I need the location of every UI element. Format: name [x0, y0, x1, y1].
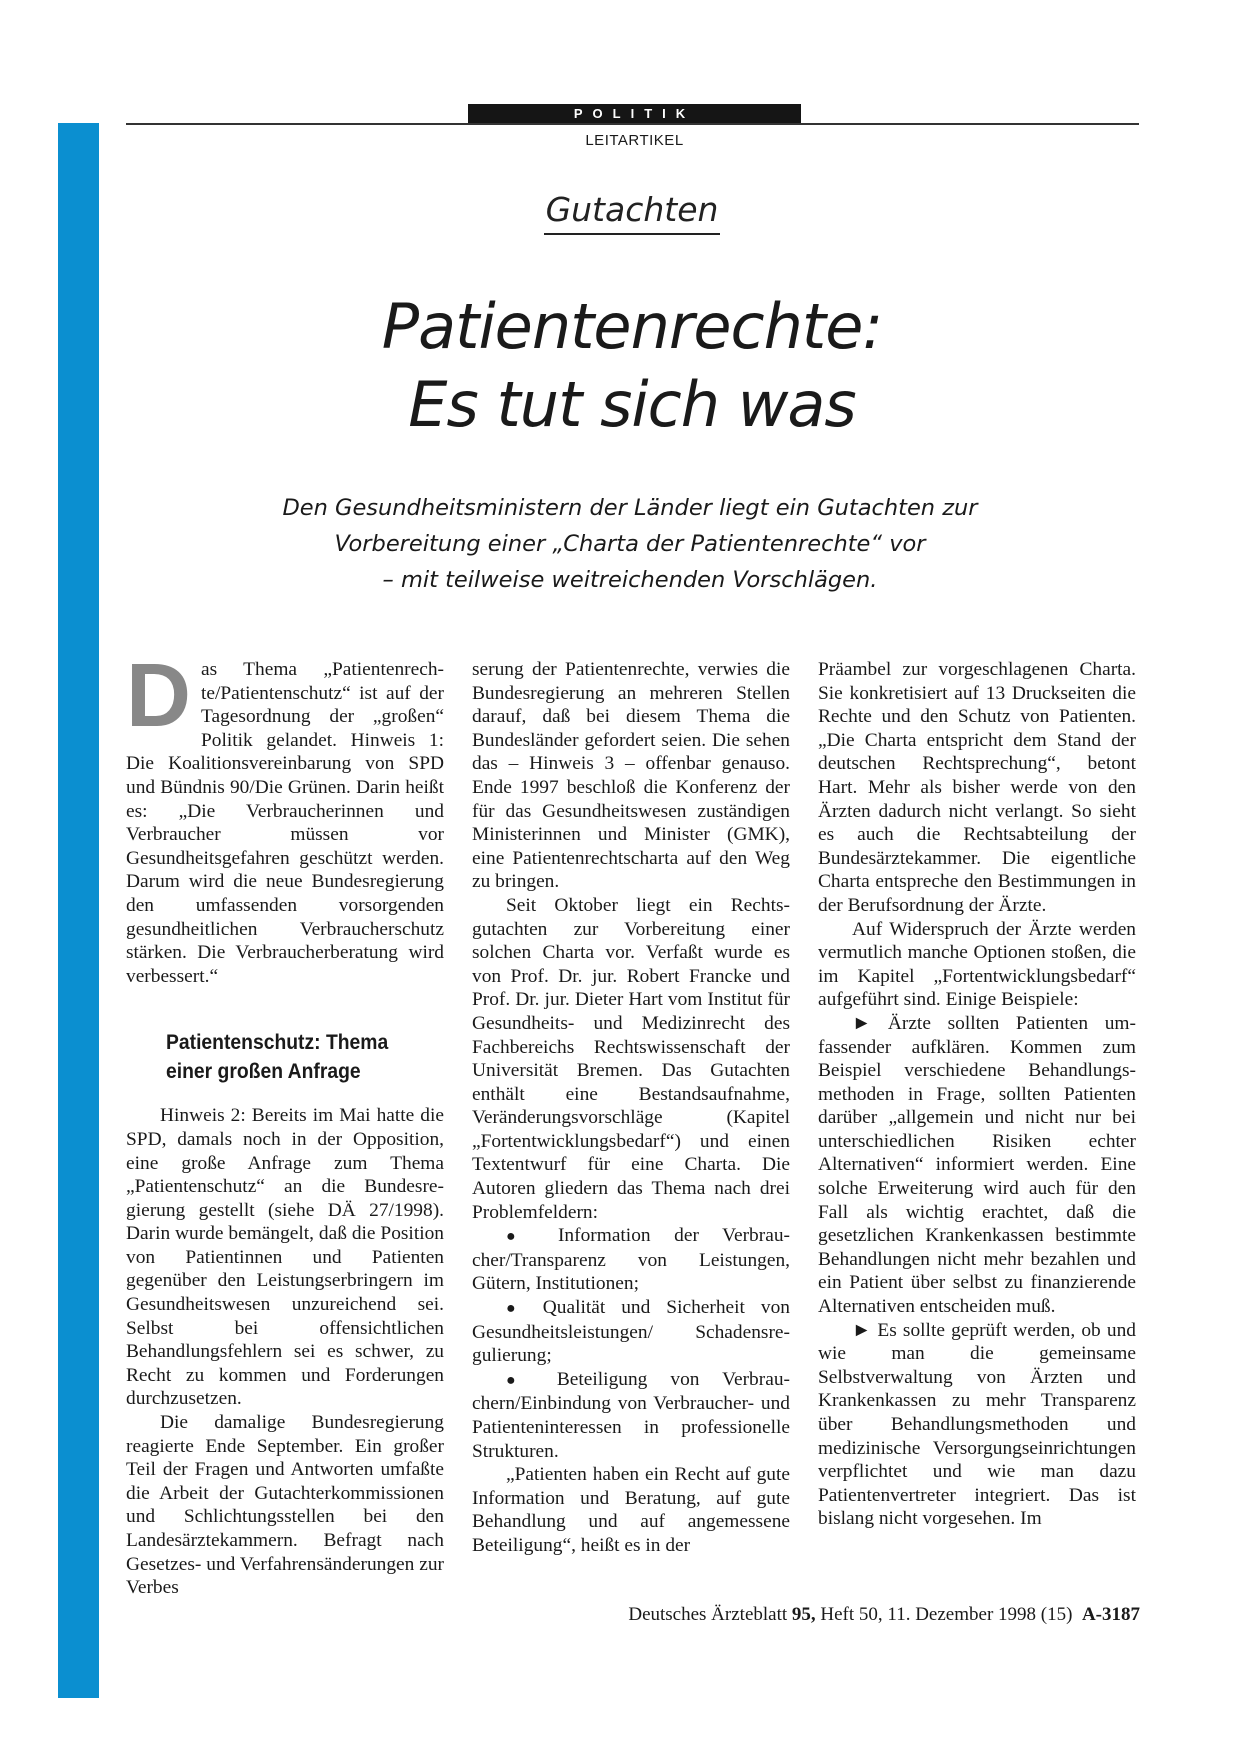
bullet-item	[472, 1296, 790, 1368]
article-kicker	[0, 190, 1240, 229]
paragraph	[126, 646, 444, 988]
text-column-3	[818, 658, 1136, 1531]
paragraph: serung der Patientenrechte, verwies die Bundesregierung an mehreren Stellen darauf, daß bei diesem Thema die Bundesländer gefordert seien. Die sehen das – Hinweis 3 – offenbar genauso. Ende 1997 beschloß die Konferenz der für das Gesundheitswesen zuständigen Ministerinnen und Minister (GMK), eine Patientenrechtscharta auf den Weg zu bringen.	[472, 659, 790, 893]
bullet-item	[472, 1368, 790, 1463]
text-column-2	[472, 658, 790, 1558]
arrow-bullet-icon: ►	[852, 1319, 872, 1341]
header-rule	[126, 123, 1139, 125]
arrow-item	[818, 1012, 1136, 1319]
deck-line-3: – mit teilweise weitreichenden Vorschlägen.	[382, 567, 878, 593]
issue-date: Heft 50, 11. Dezember 1998 (15)	[820, 1604, 1073, 1625]
arrow-item	[818, 1319, 1136, 1531]
paragraph: „Patienten haben ein Recht auf gute Information und Beratung, auf gute Behandlung und auf angemessene Beteiligung“, heißt es in der	[472, 1464, 790, 1556]
arrow-item-text: Es sollte geprüft werden, ob und wie man die gemeinsame Selbstverwaltung von Ärzten und Krankenkassen zu mehr Transparenz über Behandlungsmethoden und medizinische Versorgungseinrichtungen verpflichtet und wie man dazu Patientenvertreter integriert. Das ist bislang nicht vorgesehen. Im	[818, 1319, 1136, 1530]
article-deck	[230, 490, 1030, 598]
dropcap: D	[126, 646, 191, 746]
bullet-text: Beteiligung von Verbrauchern/Einbindung von Verbraucher- und Patienteninteressen in professionelle Strukturen.	[472, 1368, 790, 1462]
bullet-text: Information der Verbraucher/Transparenz von Leistungen, Gütern, Institutionen;	[472, 1225, 790, 1295]
article-headline	[0, 288, 1240, 444]
paragraph: Präambel zur vorgeschlagenen Charta. Sie konkretisiert auf 13 Druckseiten die Rechte und den Schutz von Patienten. „Die Charta entspricht dem Stand der deutschen Rechtsprechung“, betont Hart. Mehr als bisher werde von den Ärzten dadurch nicht verlangt. So sieht es auch die Rechtsabteilung der Bundesärztekammer. Die eigentliche Charta entspreche den Bestimmungen in der Berufsordnung der Ärzte.	[818, 659, 1136, 916]
section-label-politik: POLITIK	[468, 104, 801, 124]
deck-line-2: Vorbereitung einer „Charta der Patientenrechte“ vor	[334, 531, 926, 557]
kicker-text: Gutachten	[544, 190, 721, 235]
text-column-1	[126, 646, 444, 1600]
arrow-bullet-icon: ►	[852, 1012, 872, 1034]
subsection-label: LEITARTIKEL	[585, 132, 684, 149]
paragraph: Die damalige Bundesregierung reagierte Ende September. Ein großer Teil der Fragen und Antworten umfaßte die Arbeit der Gutachterkommissionen und Schlichtungsstellen bei den Landesärztekammern. Befragt nach Gesetzes- und Verfahrensänderungen zur Verbes	[126, 1412, 444, 1599]
deck-line-1: Den Gesundheitsministern der Länder liegt ein Gutachten zur	[282, 495, 978, 521]
paragraph: Hinweis 2: Bereits im Mai hatte die SPD, damals noch in der Opposition, eine große Anfrage zum Thema „Patientenschutz“ an die Bundesregierung gestellt (siehe DÄ 27/1998). Darin wurde bemängelt, daß die Position von Patientinnen und Patienten gegenüber den Leistungserbringern im Gesundheitswesen unzureichend sei. Selbst bei offensichtlichen Behandlungsfehlern sei es schwer, zu Recht zu kommen und Forderungen durchzusetzen.	[126, 1105, 444, 1410]
bullet-dot-icon: ●	[506, 1371, 534, 1389]
headline-line-2: Es tut sich was	[408, 368, 856, 441]
page-number: A-3187	[1081, 1604, 1140, 1625]
page-footer	[560, 1604, 1140, 1626]
paragraph: Auf Widerspruch der Ärzte werden vermutlich manche Optionen stoßen, die im Kapitel „Fortentwicklungsbedarf“ aufgeführt sind. Einige Beispiele:	[818, 918, 1136, 1011]
paragraph: Seit Oktober liegt ein Rechtsgutachten zur Vorbereitung einer solchen Charta vor. Verfaßt wurde es von Prof. Dr. jur. Robert Francke und Prof. Dr. jur. Dieter Hart vom Institut für Gesundheits- und Medizinrecht des Fachbereichs Rechtswissenschaft der Universität Bremen. Das Gutachten enthält eine Bestandsaufnahme, Veränderungsvorschläge (Kapitel „Fortentwicklungsbedarf“) und einen Textentwurf für eine Charta. Die Autoren gliedern das Thema nach drei Problemfeldern:	[472, 894, 790, 1223]
paragraph-text: as Thema „Patientenrechte/Patientenschutz“ ist auf der Tagesordnung der „großen“ Politik gelandet. Hinweis 1: Die Koalitionsvereinbarung von SPD und Bündnis 90/Die Grünen. Darin heißt es: „Die Verbraucherinnen und Verbraucher müssen vor Gesundheitsgefahren geschützt werden. Darum wird die neue Bundesregierung den umfassenden vorsorgenden gesundheitlichen Verbraucherschutz stärken. Die Verbraucherberatung wird verbessert.“	[126, 659, 444, 987]
bullet-dot-icon: ●	[506, 1300, 527, 1318]
arrow-item-text: Ärzte sollten Patienten umfassender aufklären. Kommen zum Beispiel verschiedene Behandlungsmethoden in Frage, sollten Patienten darüber „allgemein und nicht nur bei unterschiedlichen Risiken echter Alternativen“ informiert werden. Eine solche Erweiterung wird auch für den Fall als wichtig erachtet, daß die gesetzlichen Krankenkassen bestimmte Behandlungen nicht mehr bezahlen und ein Patient über selbst zu finanzierende Alternativen entscheiden muß.	[818, 1012, 1136, 1318]
bullet-text: Qualität und Sicherheit von Gesundheitsleistungen/ Schadensregulierung;	[472, 1297, 790, 1367]
subheading: Patientenschutz: Thema einer großen Anfrage	[166, 1031, 389, 1084]
journal-name: Deutsches Ärzteblatt	[628, 1604, 788, 1625]
journal-volume: 95,	[791, 1604, 816, 1625]
bullet-dot-icon: ●	[506, 1228, 535, 1246]
headline-line-1: Patientenrechte:	[381, 290, 883, 363]
bullet-item	[472, 1224, 790, 1296]
